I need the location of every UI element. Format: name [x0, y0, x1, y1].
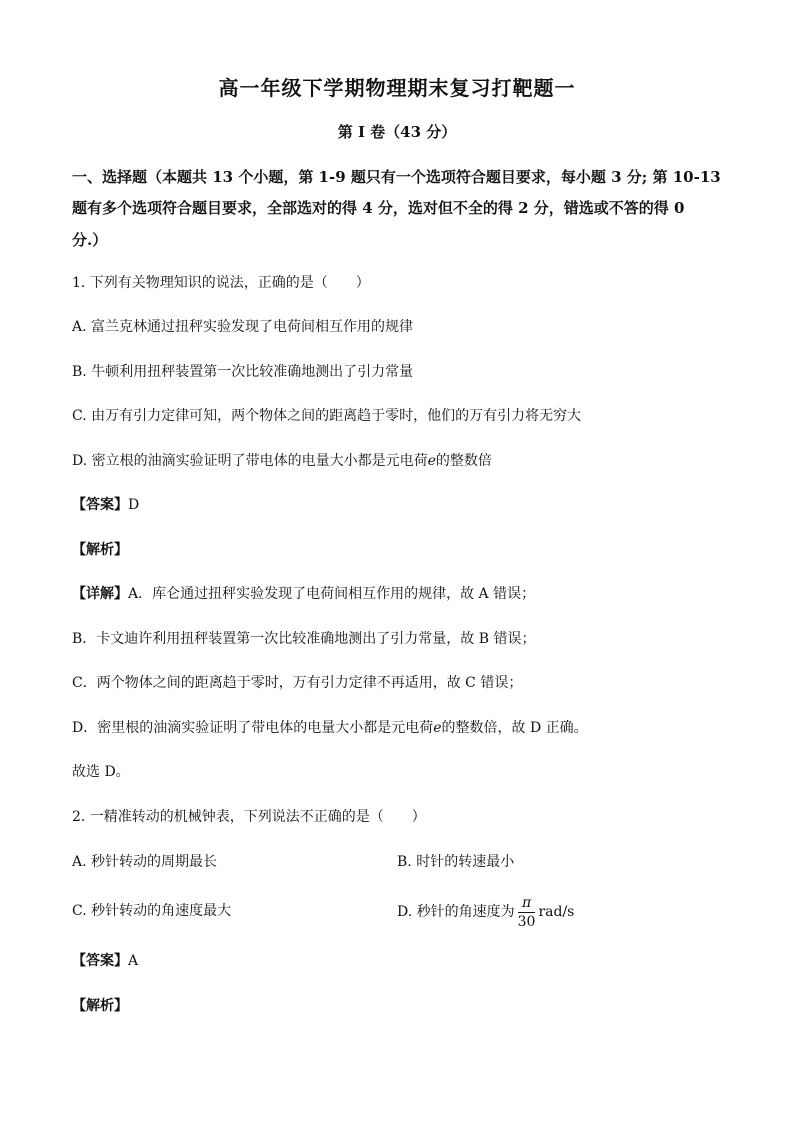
question-2-option-c: C. 秒针转动的角速度最大 [72, 903, 232, 919]
question-2-option-d [397, 884, 574, 940]
answer-value: D [128, 497, 140, 513]
answer-value: A [128, 953, 139, 969]
detail-d-text: D．密里根的油滴实验证明了带电体的电量大小都是元电荷 [72, 720, 434, 736]
question-2-option-a: A. 秒针转动的周期最长 [72, 854, 218, 870]
question-1-option-c: C. 由万有引力定律可知，两个物体之间的距离趋于零时，他们的万有引力将无穷大 [72, 408, 582, 424]
answer-label: 【答案】 [72, 953, 128, 969]
section-instructions-line-1: 一、选择题（本题共 13 个小题，第 1-9 题只有一个选项符合题目要求，每小题 3 分; 第 10-13 [72, 168, 721, 186]
answer-label: 【答案】 [72, 497, 128, 513]
fraction-denominator: 30 [517, 913, 536, 930]
question-1-conclusion: 故选 D。 [72, 764, 130, 780]
question-2-option-b: B. 时针的转速最小 [397, 854, 515, 870]
question-1-detail-c: C．两个物体之间的距离趋于零时，万有引力定律不再适用，故 C 错误； [72, 675, 523, 691]
question-1-option-b: B. 牛顿利用扭秤装置第一次比较准确地测出了引力常量 [72, 364, 414, 380]
angular-velocity-unit: rad/s [538, 904, 575, 920]
fraction-numerator: π [518, 894, 536, 913]
section-instructions-line-2: 题有多个选项符合题目要求，全部选对的得 4 分，选对但不全的得 2 分，错选或不答的得 0 [72, 199, 685, 217]
question-1-detail-a [72, 584, 535, 604]
elementary-charge-symbol: e [433, 720, 442, 736]
question-2-stem: 2. 一精准转动的机械钟表，下列说法不正确的是（ ） [72, 809, 426, 825]
question-2-answer [72, 951, 138, 971]
question-1-answer [72, 495, 139, 515]
question-2-option-d-text: D. 秒针的角速度为 [397, 904, 515, 920]
question-1-detail-b: B．卡文迪许利用扭秤装置第一次比较准确地测出了引力常量，故 B 错误； [72, 631, 536, 647]
page-title: 高一年级下学期物理期末复习打靶题一 [218, 76, 576, 100]
page-subtitle: 第 I 卷（43 分） [337, 123, 457, 141]
question-2-analysis-label: 【解析】 [72, 998, 128, 1014]
question-1-option-d [72, 451, 492, 471]
elementary-charge-symbol: e [427, 453, 436, 469]
detail-d-suffix: 的整数倍，故 D 正确。 [441, 720, 588, 736]
question-1-option-d-text: D. 密立根的油滴实验证明了带电体的电量大小都是元电荷 [72, 453, 428, 469]
angular-velocity-fraction [518, 894, 536, 931]
detail-a-text: A．库仑通过扭秤实验发现了电荷间相互作用的规律，故 A 错误； [128, 586, 536, 602]
question-1-option-d-suffix: 的整数倍 [435, 453, 492, 469]
question-1-detail-d [72, 718, 588, 738]
question-1-analysis-label: 【解析】 [72, 542, 128, 558]
detail-label: 【详解】 [72, 586, 128, 602]
question-1-option-a: A. 富兰克林通过扭秤实验发现了电荷间相互作用的规律 [72, 319, 414, 335]
question-1-stem: 1. 下列有关物理知识的说法，正确的是（ ） [72, 275, 370, 291]
section-instructions-line-3: 分.） [72, 231, 108, 249]
